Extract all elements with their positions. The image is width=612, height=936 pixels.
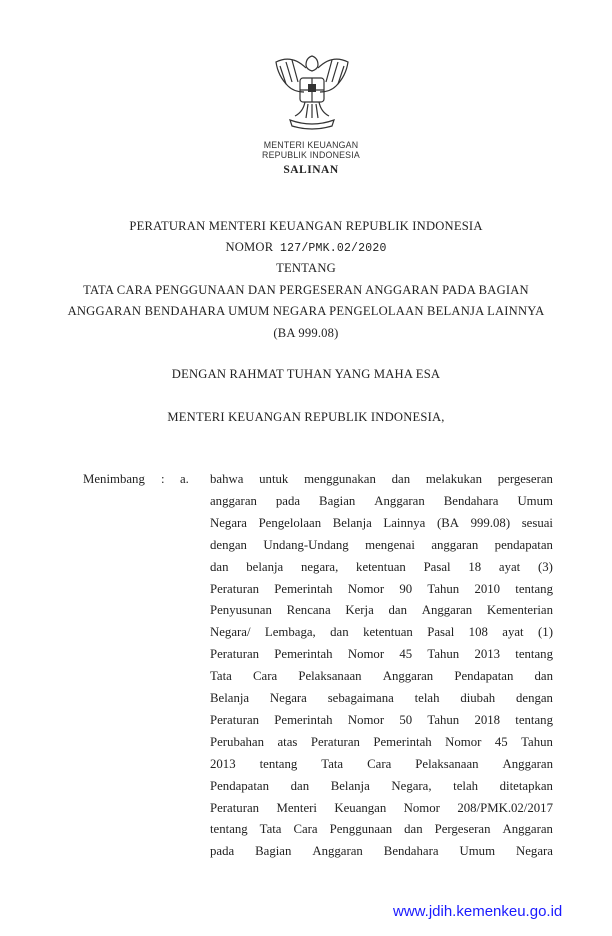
word: Nomor: [403, 800, 440, 815]
word: Negara/: [210, 625, 251, 640]
word: Keuangan: [334, 800, 387, 815]
consideration-line: [210, 538, 553, 553]
word: Pelaksanaan: [298, 669, 362, 684]
word: ketentuan: [363, 625, 413, 640]
word: Belanja: [332, 515, 372, 530]
word: Tahun: [427, 581, 460, 596]
word: 2013: [210, 756, 236, 771]
word: belanja: [246, 559, 284, 574]
word: Negara,: [391, 778, 432, 793]
consideration-line: [210, 603, 553, 618]
word: mengenai: [365, 537, 415, 552]
word: melakukan: [425, 472, 482, 486]
consideration-line: [210, 844, 553, 859]
word: 208/PMK.02/2017: [457, 800, 553, 815]
consideration-line: [210, 647, 553, 662]
word: negara,: [300, 559, 339, 574]
word: Bagian: [255, 844, 292, 859]
nomor-value: 127/PMK.02/2020: [280, 242, 387, 255]
word: dengan: [516, 691, 553, 705]
word: Nomor: [347, 712, 385, 727]
word: 999.08): [470, 515, 511, 530]
word: Bendahara: [383, 844, 439, 859]
word: pada: [275, 493, 301, 508]
item-marker: a.: [180, 472, 189, 486]
word: 2013: [474, 647, 501, 662]
word: sebagaimana: [327, 691, 394, 705]
word: ditetapkan: [499, 778, 553, 793]
consideration-line: [210, 691, 553, 706]
word: Pemerintah: [274, 712, 333, 727]
subject-line-2: ANGGARAN BENDAHARA UMUM NEGARA PENGELOLAAN BELANJA LAINNYA: [67, 304, 545, 318]
website-link[interactable]: www.jdih.kemenkeu.go.id: [393, 903, 563, 920]
word: Bendahara: [443, 493, 499, 508]
word: Peraturan: [310, 734, 360, 749]
nomor-label: NOMOR: [225, 240, 274, 254]
word: dan: [404, 822, 423, 837]
ministry-country: REPUBLIK INDONESIA: [262, 150, 360, 160]
word: Pergeseran: [434, 822, 491, 837]
regulation-number: [0, 240, 612, 255]
word: ketentuan: [356, 559, 406, 574]
word: Umum: [517, 493, 553, 508]
word: diubah: [460, 691, 496, 705]
word: Bagian: [319, 493, 356, 508]
consideration-line: [210, 779, 553, 794]
word: Nomor: [347, 647, 385, 662]
word: Anggaran: [502, 756, 553, 771]
word: Pelaksanaan: [415, 756, 479, 771]
word: Nomor: [347, 581, 385, 596]
word: 18: [468, 559, 482, 574]
word: Rencana: [286, 603, 331, 618]
word: ayat: [498, 559, 521, 574]
authority: MENTERI KEUANGAN REPUBLIK INDONESIA,: [167, 410, 445, 424]
consideration-line: [210, 494, 553, 509]
word: Cara: [293, 822, 318, 837]
word: Tata: [259, 822, 282, 837]
word: dengan: [210, 537, 247, 552]
consideration-line: [210, 757, 553, 772]
word: anggaran: [431, 537, 479, 552]
word: Tata: [321, 756, 344, 771]
word: tentang: [259, 756, 298, 771]
word: dan: [534, 669, 553, 684]
word: tentang: [515, 712, 553, 727]
word: telah: [414, 691, 440, 705]
word: Tahun: [521, 734, 553, 749]
word: anggaran: [210, 493, 257, 508]
word: (3): [538, 559, 553, 574]
word: Belanja: [210, 691, 250, 705]
word: 45: [399, 647, 413, 662]
word: Pasal: [423, 559, 451, 574]
menimbang-label: Menimbang: [83, 472, 145, 486]
word: Pemerintah: [274, 647, 333, 662]
consideration-line: [210, 735, 553, 750]
word: untuk: [259, 472, 289, 486]
word: 45: [494, 734, 508, 749]
tentang-heading: TENTANG: [276, 261, 336, 275]
word: Menteri: [276, 800, 317, 815]
word: ayat: [502, 625, 524, 640]
consideration-line: [210, 713, 553, 728]
word: Tahun: [427, 712, 460, 727]
word: sesuai: [521, 515, 553, 530]
word: tentang: [210, 822, 248, 837]
word: bahwa: [210, 472, 244, 486]
garuda-emblem-icon: [272, 48, 352, 136]
subject-line-3: (BA 999.08): [273, 326, 339, 340]
word: Negara: [210, 515, 247, 530]
invocation: DENGAN RAHMAT TUHAN YANG MAHA ESA: [171, 367, 441, 381]
word: telah: [453, 778, 479, 793]
ministry-name: MENTERI KEUANGAN: [263, 140, 359, 150]
word: Peraturan: [210, 581, 260, 596]
consideration-line: [210, 472, 553, 487]
word: Tata: [210, 669, 232, 684]
consideration-line: [210, 560, 553, 575]
word: Pendapatan: [210, 778, 269, 793]
word: atas: [277, 734, 298, 749]
word: Negara: [516, 844, 553, 859]
word: Kementerian: [486, 603, 553, 618]
word: Anggaran: [312, 844, 363, 859]
consideration-line: [210, 822, 553, 837]
subject-line-1: TATA CARA PENGGUNAAN DAN PERGESERAN ANGGARAN PADA BAGIAN: [83, 283, 529, 297]
word: Anggaran: [382, 669, 434, 684]
regulation-title: PERATURAN MENTERI KEUANGAN REPUBLIK INDONESIA: [129, 219, 483, 233]
word: Lainnya: [383, 515, 426, 530]
word: Tahun: [427, 647, 460, 662]
word: 90: [399, 581, 413, 596]
consideration-line: [210, 801, 553, 816]
word: dan: [388, 603, 407, 618]
word: pergeseran: [497, 472, 553, 486]
consideration-line: [210, 669, 553, 684]
word: pendapatan: [494, 537, 553, 552]
consideration-line: [210, 516, 553, 531]
word: Pemerintah: [274, 581, 333, 596]
word: Negara: [269, 691, 307, 705]
word: Pengelolaan: [258, 515, 322, 530]
word: Pendapatan: [454, 669, 514, 684]
menimbang-colon: :: [161, 472, 165, 486]
consideration-line: [210, 625, 553, 640]
word: Cara: [253, 669, 278, 684]
word: dan: [290, 778, 310, 793]
word: tentang: [515, 647, 553, 662]
word: Peraturan: [210, 712, 260, 727]
word: Anggaran: [502, 822, 553, 837]
word: 50: [399, 712, 413, 727]
word: Penyusunan: [210, 603, 272, 618]
word: dan: [330, 625, 349, 640]
word: tentang: [515, 581, 553, 596]
word: 2010: [474, 581, 501, 596]
word: Pemerintah: [373, 734, 432, 749]
consideration-line: [210, 582, 553, 597]
word: Undang-Undang: [263, 537, 349, 552]
word: pada: [210, 844, 235, 859]
word: menggunakan: [304, 472, 376, 486]
word: (BA: [436, 515, 460, 530]
word: Belanja: [330, 778, 370, 793]
word: Nomor: [445, 734, 482, 749]
word: Anggaran: [374, 493, 425, 508]
word: Lembaga,: [264, 625, 316, 640]
word: dan: [391, 472, 411, 486]
word: dan: [210, 559, 229, 574]
word: 2018: [474, 712, 501, 727]
word: Peraturan: [210, 800, 260, 815]
word: Umum: [459, 844, 496, 859]
word: Pasal: [427, 625, 455, 640]
word: Anggaran: [421, 603, 473, 618]
word: Perubahan: [210, 734, 265, 749]
word: 108: [468, 625, 488, 640]
word: Kerja: [345, 603, 374, 618]
word: (1): [538, 625, 553, 640]
word: Penggunaan: [329, 822, 393, 837]
word: Cara: [367, 756, 392, 771]
word: Peraturan: [210, 647, 260, 662]
salinan-stamp: SALINAN: [283, 164, 339, 176]
